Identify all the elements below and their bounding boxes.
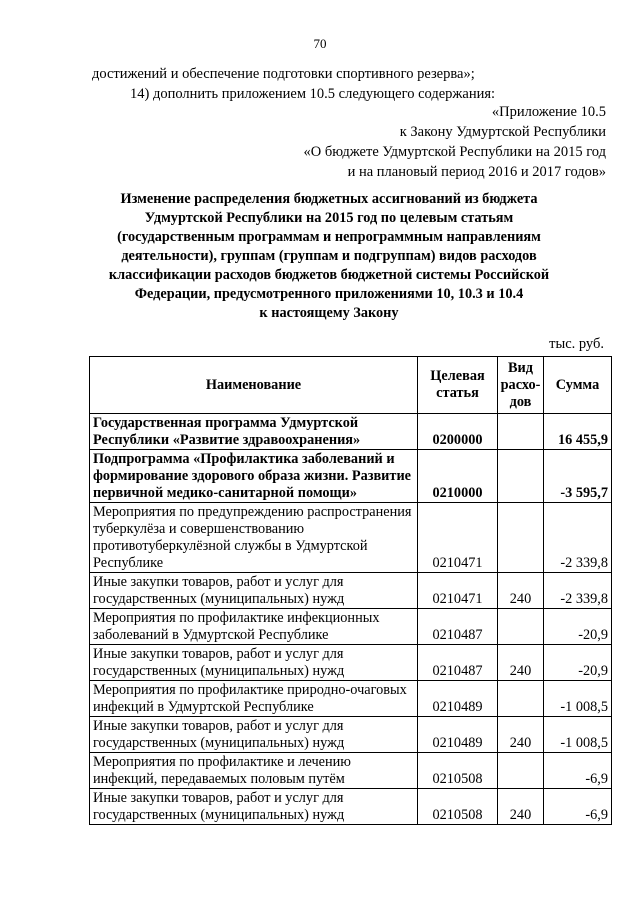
row-name: Иные закупки товаров, работ и услуг для государственных (муниципальных) нужд (90, 573, 418, 609)
table-row (90, 753, 612, 789)
appendix-line-3: «О бюджете Удмуртской Республики на 2015 год (303, 144, 606, 160)
title-line: (государственным программам и непрограммным направлениям (117, 229, 541, 245)
row-sum: -2 339,8 (544, 573, 612, 609)
row-expense-type: 240 (498, 789, 544, 825)
row-expense-type: 240 (498, 573, 544, 609)
document-title (100, 190, 558, 323)
row-expense-type (498, 414, 544, 450)
page-number: 70 (313, 36, 327, 51)
row-name: Государственная программа Удмуртской Республики «Развитие здравоохранения» (90, 414, 418, 450)
row-target-code: 0210471 (418, 573, 498, 609)
header-name: Наименование (90, 357, 418, 414)
header-type: Вид расхо-дов (498, 357, 544, 414)
row-expense-type: 240 (498, 717, 544, 753)
row-target-code: 0210000 (418, 450, 498, 503)
row-target-code: 0200000 (418, 414, 498, 450)
appendix-line-4: и на плановый период 2016 и 2017 годов» (347, 164, 606, 180)
row-sum: -6,9 (544, 789, 612, 825)
row-name: Мероприятия по профилактике инфекционных заболеваний в Удмуртской Республике (90, 609, 418, 645)
intro-line-2: 14) дополнить приложением 10.5 следующего содержания: (130, 86, 496, 102)
title-line: деятельности), группам (группам и подгруппам) видов расходов (121, 248, 537, 264)
table-header-row (90, 357, 612, 414)
row-sum: 16 455,9 (544, 414, 612, 450)
table-row (90, 573, 612, 609)
row-expense-type (498, 753, 544, 789)
row-sum: -20,9 (544, 645, 612, 681)
row-sum: -1 008,5 (544, 681, 612, 717)
row-target-code: 0210487 (418, 645, 498, 681)
title-line: классификации расходов бюджетов бюджетной системы Российской (108, 267, 550, 283)
row-name: Мероприятия по предупреждению распространения туберкулёза и совершенствованию противотуберкулёзной службы в Удмуртской Республике (90, 503, 418, 573)
title-line: Федерации, предусмотренного приложениями 10, 10.3 и 10.4 (134, 286, 524, 302)
table-row (90, 645, 612, 681)
header-sum: Сумма (544, 357, 612, 414)
row-target-code: 0210508 (418, 789, 498, 825)
row-expense-type (498, 609, 544, 645)
table-row (90, 609, 612, 645)
row-sum: -20,9 (544, 609, 612, 645)
row-sum: -3 595,7 (544, 450, 612, 503)
title-line: Изменение распределения бюджетных ассигнований из бюджета (120, 191, 538, 207)
table-row (90, 414, 612, 450)
row-sum: -6,9 (544, 753, 612, 789)
title-line: к настоящему Закону (259, 305, 399, 321)
row-expense-type (498, 503, 544, 573)
row-target-code: 0210489 (418, 717, 498, 753)
header-target: Целевая статья (418, 357, 498, 414)
appendix-line-1: «Приложение 10.5 (491, 104, 606, 120)
title-line: Удмуртской Республики на 2015 год по целевым статьям (144, 210, 514, 226)
row-expense-type (498, 450, 544, 503)
row-sum: -2 339,8 (544, 503, 612, 573)
table-row (90, 450, 612, 503)
row-expense-type (498, 681, 544, 717)
table-row (90, 717, 612, 753)
row-target-code: 0210508 (418, 753, 498, 789)
row-name: Иные закупки товаров, работ и услуг для государственных (муниципальных) нужд (90, 717, 418, 753)
row-name: Мероприятия по профилактике природно-очаговых инфекций в Удмуртской Республике (90, 681, 418, 717)
appendix-line-2: к Закону Удмуртской Республики (399, 124, 606, 140)
budget-table (89, 356, 612, 825)
table-row (90, 681, 612, 717)
table-row (90, 789, 612, 825)
row-name: Подпрограмма «Профилактика заболеваний и формирование здорового образа жизни. Развитие первичной медико-санитарной помощи» (90, 450, 418, 503)
table-body (90, 414, 612, 825)
units-label: тыс. руб. (549, 336, 604, 352)
row-sum: -1 008,5 (544, 717, 612, 753)
row-expense-type: 240 (498, 645, 544, 681)
row-name: Иные закупки товаров, работ и услуг для государственных (муниципальных) нужд (90, 645, 418, 681)
row-name: Мероприятия по профилактике и лечению инфекций, передаваемых половым путём (90, 753, 418, 789)
row-target-code: 0210487 (418, 609, 498, 645)
row-target-code: 0210471 (418, 503, 498, 573)
intro-line-1: достижений и обеспечение подготовки спортивного резерва»; (92, 66, 475, 82)
row-name: Иные закупки товаров, работ и услуг для государственных (муниципальных) нужд (90, 789, 418, 825)
row-target-code: 0210489 (418, 681, 498, 717)
table-row (90, 503, 612, 573)
